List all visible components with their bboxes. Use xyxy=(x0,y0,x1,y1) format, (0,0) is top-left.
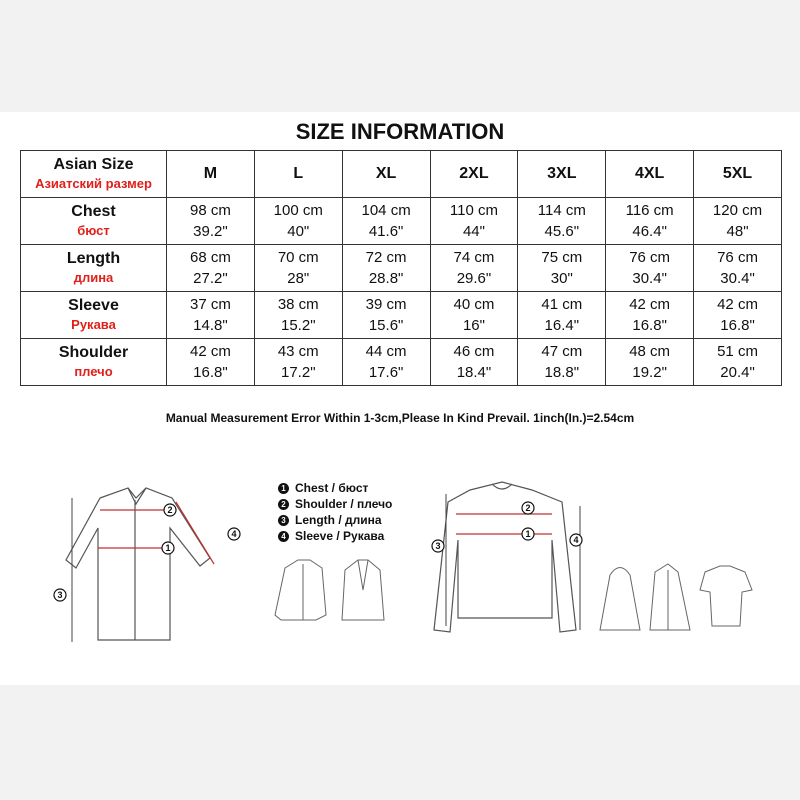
cm-value: 68 cm xyxy=(189,249,231,266)
value-cell xyxy=(167,339,255,386)
inch-value: 44" xyxy=(462,223,485,240)
value-cell xyxy=(606,339,694,386)
inch-value: 16" xyxy=(462,317,485,334)
measurement-row xyxy=(21,339,782,386)
value-cell xyxy=(518,339,606,386)
marker-length xyxy=(54,589,66,601)
value-cell xyxy=(342,339,430,386)
value-cell xyxy=(694,339,782,386)
cm-value: 42 cm xyxy=(629,296,671,313)
cm-value: 76 cm xyxy=(717,249,758,266)
legend-number: 2 xyxy=(278,499,289,510)
value-cell xyxy=(342,245,430,292)
value-cell xyxy=(694,198,782,245)
row-label-cell xyxy=(21,292,167,339)
marker-number: 3 xyxy=(57,590,63,600)
size-header: 5XL xyxy=(694,151,782,198)
measurement-row xyxy=(21,292,782,339)
value-cell xyxy=(694,245,782,292)
value-cell xyxy=(518,245,606,292)
cm-value: 104 cm xyxy=(361,202,411,219)
inch-value: 40" xyxy=(287,223,310,240)
shirt-measure-lines xyxy=(98,502,214,564)
value-cell xyxy=(694,292,782,339)
row-label-ru: плечо xyxy=(74,364,113,379)
row-label-cell xyxy=(21,339,167,386)
legend-label: Sleeve / Рукава xyxy=(295,529,385,543)
inch-value: 18.8" xyxy=(544,364,580,381)
value-cell xyxy=(430,292,518,339)
size-header: 2XL xyxy=(430,151,518,198)
marker-length xyxy=(432,540,444,552)
marker-chest xyxy=(522,528,534,540)
cm-value: 75 cm xyxy=(541,249,583,266)
value-cell xyxy=(606,198,694,245)
value-cell xyxy=(342,198,430,245)
legend-number: 1 xyxy=(278,483,289,494)
row-label-cell xyxy=(21,245,167,292)
marker-sleeve xyxy=(570,534,582,546)
inch-value: 16.8" xyxy=(632,317,667,334)
garment-illustrations xyxy=(0,460,800,660)
inch-value: 46.4" xyxy=(632,223,667,240)
size-header: M xyxy=(167,151,255,198)
tshirt-sketch xyxy=(700,566,752,626)
inch-value: 15.2" xyxy=(281,317,316,334)
jacket-sketch xyxy=(275,560,326,620)
inch-value: 30" xyxy=(550,270,573,287)
value-cell xyxy=(167,198,255,245)
marker-number: 4 xyxy=(231,529,237,539)
inch-value: 16.8" xyxy=(720,317,755,334)
cm-value: 38 cm xyxy=(277,296,319,313)
marker-number: 3 xyxy=(435,541,441,551)
row-label-ru: бюст xyxy=(77,223,110,238)
size-header: L xyxy=(254,151,342,198)
value-cell xyxy=(254,245,342,292)
value-cell xyxy=(254,292,342,339)
size-header: 3XL xyxy=(518,151,606,198)
marker-number: 1 xyxy=(165,543,171,553)
cm-value: 76 cm xyxy=(629,249,671,266)
marker-number: 1 xyxy=(525,529,531,539)
cardigan-sketch xyxy=(650,564,690,630)
cm-value: 48 cm xyxy=(629,343,671,360)
sweater-measure-lines xyxy=(456,514,552,534)
inch-value: 30.4" xyxy=(720,270,755,287)
asian-size-label-ru: Азиатский размер xyxy=(35,176,152,191)
inch-value: 16.4" xyxy=(544,317,580,334)
cm-value: 47 cm xyxy=(541,343,583,360)
marker-sleeve xyxy=(228,528,240,540)
marker-shoulder xyxy=(164,504,176,516)
blazer-sketch xyxy=(342,560,384,620)
row-label: Chest xyxy=(71,203,116,220)
cm-value: 120 cm xyxy=(712,202,763,219)
row-label-cell xyxy=(21,198,167,245)
inch-value: 39.2" xyxy=(193,223,228,240)
legend-label: Length / длина xyxy=(295,513,382,527)
row-label-ru: Рукава xyxy=(71,317,116,332)
cm-value: 110 cm xyxy=(449,202,498,219)
marker-number: 2 xyxy=(525,503,531,513)
legend-label: Chest / бюст xyxy=(295,481,369,495)
value-cell xyxy=(167,245,255,292)
marker-number: 2 xyxy=(167,505,173,515)
cm-value: 43 cm xyxy=(277,343,319,360)
inch-value: 29.6" xyxy=(456,270,492,287)
cm-value: 37 cm xyxy=(189,296,231,313)
inch-value: 14.8" xyxy=(193,317,228,334)
value-cell xyxy=(167,292,255,339)
cm-value: 74 cm xyxy=(453,249,495,266)
sweater-illustration xyxy=(434,482,579,632)
hoodie-sketch xyxy=(600,568,640,631)
cm-value: 40 cm xyxy=(453,296,495,313)
row-label-ru: длина xyxy=(73,270,114,285)
cm-value: 41 cm xyxy=(541,296,583,313)
inch-value: 15.6" xyxy=(368,317,404,334)
cm-value: 70 cm xyxy=(277,249,319,266)
marker-shoulder xyxy=(522,502,534,514)
cm-value: 72 cm xyxy=(365,249,407,266)
value-cell xyxy=(254,339,342,386)
inch-value: 19.2" xyxy=(632,364,667,381)
inch-value: 17.6" xyxy=(368,364,404,381)
asian-size-label: Asian Size xyxy=(53,156,134,173)
cm-value: 100 cm xyxy=(273,202,323,219)
value-cell xyxy=(430,198,518,245)
corner-cell xyxy=(21,151,167,198)
legend-number: 4 xyxy=(278,531,289,542)
marker-chest xyxy=(162,542,174,554)
inch-value: 45.6" xyxy=(544,223,580,240)
measurement-row xyxy=(21,198,782,245)
size-header-row xyxy=(21,151,782,198)
inch-value: 16.8" xyxy=(193,364,228,381)
value-cell xyxy=(518,198,606,245)
inch-value: 18.4" xyxy=(456,364,492,381)
value-cell xyxy=(430,245,518,292)
inch-value: 20.4" xyxy=(720,364,755,381)
value-cell xyxy=(518,292,606,339)
inch-value: 30.4" xyxy=(632,270,667,287)
inch-value: 28" xyxy=(287,270,310,287)
row-label: Sleeve xyxy=(68,297,119,314)
cm-value: 42 cm xyxy=(189,343,231,360)
value-cell xyxy=(342,292,430,339)
row-label: Length xyxy=(66,250,121,267)
size-header: XL xyxy=(342,151,430,198)
cm-value: 39 cm xyxy=(365,296,407,313)
value-cell xyxy=(430,339,518,386)
cm-value: 46 cm xyxy=(453,343,495,360)
value-cell xyxy=(606,245,694,292)
legend-label: Shoulder / плечо xyxy=(295,497,393,511)
shirt-illustration xyxy=(66,488,210,640)
row-label: Shoulder xyxy=(58,344,129,361)
cm-value: 42 cm xyxy=(717,296,758,313)
cm-value: 114 cm xyxy=(537,202,586,219)
cm-value: 116 cm xyxy=(625,202,674,219)
inch-value: 41.6" xyxy=(368,223,404,240)
measurement-note: Manual Measurement Error Within 1-3cm,Please In Kind Prevail. 1inch(In.)=2.54cm xyxy=(165,411,635,425)
size-table xyxy=(20,150,782,386)
cm-value: 51 cm xyxy=(717,343,758,360)
cm-value: 98 cm xyxy=(189,202,231,219)
value-cell xyxy=(606,292,694,339)
cm-value: 44 cm xyxy=(365,343,407,360)
value-cell xyxy=(254,198,342,245)
inch-value: 48" xyxy=(726,223,749,240)
size-header: 4XL xyxy=(606,151,694,198)
measurement-row xyxy=(21,245,782,292)
marker-number: 4 xyxy=(573,535,579,545)
inch-value: 28.8" xyxy=(368,270,404,287)
page-title: SIZE INFORMATION xyxy=(295,119,505,144)
inch-value: 17.2" xyxy=(281,364,316,381)
legend-number: 3 xyxy=(278,515,289,526)
inch-value: 27.2" xyxy=(193,270,228,287)
